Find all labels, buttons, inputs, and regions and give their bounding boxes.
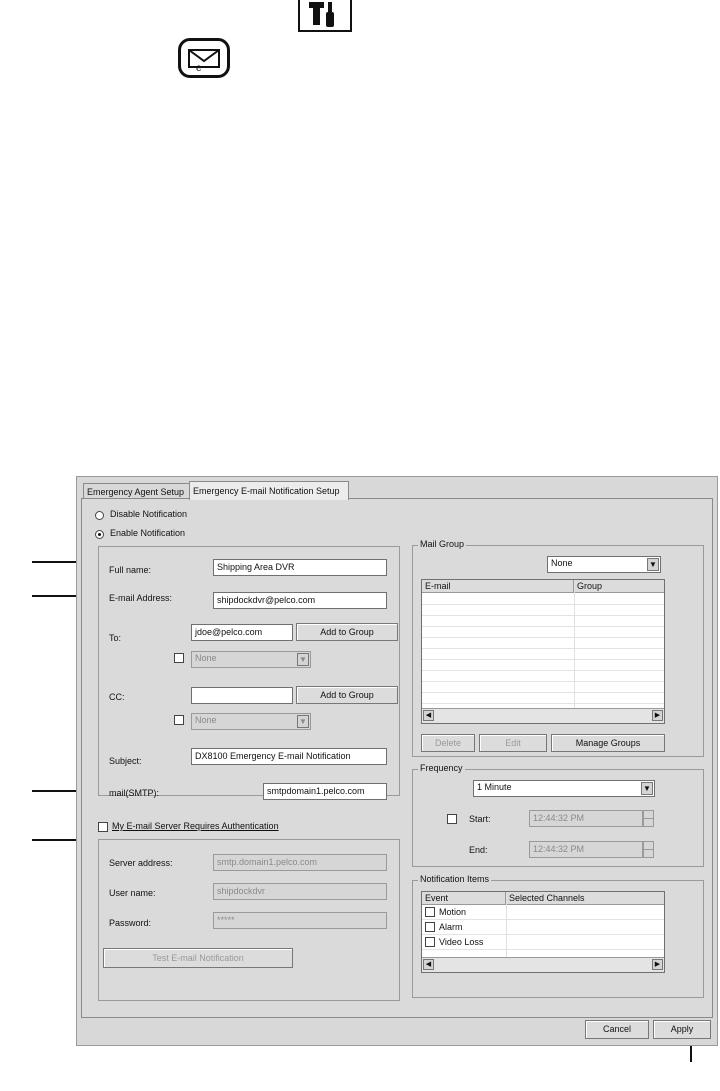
manage-groups-button[interactable]: Manage Groups — [551, 734, 665, 752]
motion-checkbox[interactable] — [425, 907, 435, 917]
subject-label: Subject: — [109, 756, 142, 766]
to-input[interactable]: jdoe@pelco.com — [191, 624, 293, 641]
user-name-input[interactable]: shipdockdvr — [213, 883, 387, 900]
cc-group-checkbox[interactable] — [174, 715, 184, 725]
disable-notification-radio[interactable] — [95, 511, 104, 520]
apply-button[interactable]: Apply — [653, 1020, 711, 1039]
email-address-input[interactable]: shipdockdvr@pelco.com — [213, 592, 387, 609]
smtp-input[interactable]: smtpdomain1.pelco.com — [263, 783, 387, 800]
tools-icon — [298, 0, 352, 32]
cc-label: CC: — [109, 692, 125, 702]
alarm-checkbox[interactable] — [425, 922, 435, 932]
to-label: To: — [109, 633, 122, 643]
notification-items-group — [412, 874, 704, 998]
settings-panel — [81, 498, 713, 1018]
smtp-label: mail(SMTP): — [109, 788, 159, 798]
start-label: Start: — [469, 814, 491, 824]
mail-group-title: Mail Group — [420, 539, 465, 549]
end-time-spinner[interactable] — [643, 841, 654, 858]
email-column-header[interactable]: E-mail — [422, 580, 574, 593]
enable-notification-radio[interactable] — [95, 530, 104, 539]
notification-items-list[interactable] — [421, 891, 665, 973]
list-item[interactable] — [422, 935, 664, 950]
mail-group — [412, 539, 704, 757]
tab-emergency-agent-setup[interactable]: Emergency Agent Setup — [83, 483, 191, 500]
password-input[interactable]: ***** — [213, 912, 387, 929]
cc-add-to-group-button[interactable]: Add to Group — [296, 686, 398, 704]
alarm-label: Alarm — [439, 922, 463, 932]
subject-input[interactable]: DX8100 Emergency E-mail Notification — [191, 748, 387, 765]
email-notification-dialog — [76, 476, 718, 1046]
schedule-checkbox[interactable] — [447, 814, 457, 824]
authentication-group — [98, 839, 400, 1001]
full-name-input[interactable]: Shipping Area DVR — [213, 559, 387, 576]
email-icon — [178, 38, 230, 78]
chevron-down-icon: ▼ — [297, 653, 309, 666]
enable-notification-label: Enable Notification — [110, 528, 186, 538]
end-label: End: — [469, 845, 488, 855]
auth-required-label: My E-mail Server Requires Authentication — [112, 821, 279, 831]
user-name-label: User name: — [109, 888, 156, 898]
group-column-header[interactable]: Group — [574, 580, 665, 593]
to-group-checkbox[interactable] — [174, 653, 184, 663]
to-group-select[interactable]: None ▼ — [191, 651, 311, 668]
frequency-group — [412, 763, 704, 867]
full-name-label: Full name: — [109, 565, 152, 575]
motion-label: Motion — [439, 907, 467, 917]
mail-group-select[interactable]: None ▼ — [547, 556, 661, 573]
delete-button[interactable]: Delete — [421, 734, 475, 752]
frequency-select[interactable]: 1 Minute ▼ — [473, 780, 655, 797]
notification-list-scrollbar[interactable] — [422, 957, 664, 972]
notification-items-title: Notification Items — [420, 874, 490, 884]
to-add-to-group-button[interactable]: Add to Group — [296, 623, 398, 641]
start-time-spinner[interactable] — [643, 810, 654, 827]
chevron-down-icon: ▼ — [647, 558, 659, 571]
cancel-button[interactable]: Cancel — [585, 1020, 649, 1039]
mail-group-list[interactable] — [421, 579, 665, 724]
frequency-title: Frequency — [420, 763, 463, 773]
video-loss-checkbox[interactable] — [425, 937, 435, 947]
sender-settings-group — [98, 546, 400, 796]
svg-text:e: e — [196, 63, 202, 74]
email-address-label: E-mail Address: — [109, 593, 173, 603]
test-email-notification-button[interactable]: Test E-mail Notification — [103, 948, 293, 968]
disable-notification-label: Disable Notification — [110, 509, 188, 519]
callout-line-auth — [32, 839, 82, 841]
scroll-right-icon[interactable]: ▶ — [652, 710, 663, 721]
video-loss-label: Video Loss — [439, 937, 484, 947]
chevron-down-icon: ▼ — [297, 715, 309, 728]
scroll-left-icon[interactable]: ◀ — [423, 959, 434, 970]
edit-button[interactable]: Edit — [479, 734, 547, 752]
tab-email-notification-setup[interactable]: Emergency E-mail Notification Setup — [189, 481, 349, 500]
server-address-label: Server address: — [109, 858, 173, 868]
cc-group-select[interactable]: None ▼ — [191, 713, 311, 730]
mail-list-scrollbar[interactable] — [422, 708, 664, 723]
event-column-header[interactable]: Event — [422, 892, 506, 905]
start-time-input[interactable]: 12:44:32 PM — [529, 810, 643, 827]
end-time-input[interactable]: 12:44:32 PM — [529, 841, 643, 858]
scroll-right-icon[interactable]: ▶ — [652, 959, 663, 970]
list-item[interactable] — [422, 920, 664, 935]
server-address-input[interactable]: smtp.domain1.pelco.com — [213, 854, 387, 871]
cc-input[interactable] — [191, 687, 293, 704]
password-label: Password: — [109, 918, 152, 928]
list-item[interactable] — [422, 905, 664, 920]
chevron-down-icon: ▼ — [641, 782, 653, 795]
scroll-left-icon[interactable]: ◀ — [423, 710, 434, 721]
selected-channels-column-header[interactable]: Selected Channels — [506, 892, 665, 905]
auth-required-checkbox[interactable] — [98, 822, 108, 832]
